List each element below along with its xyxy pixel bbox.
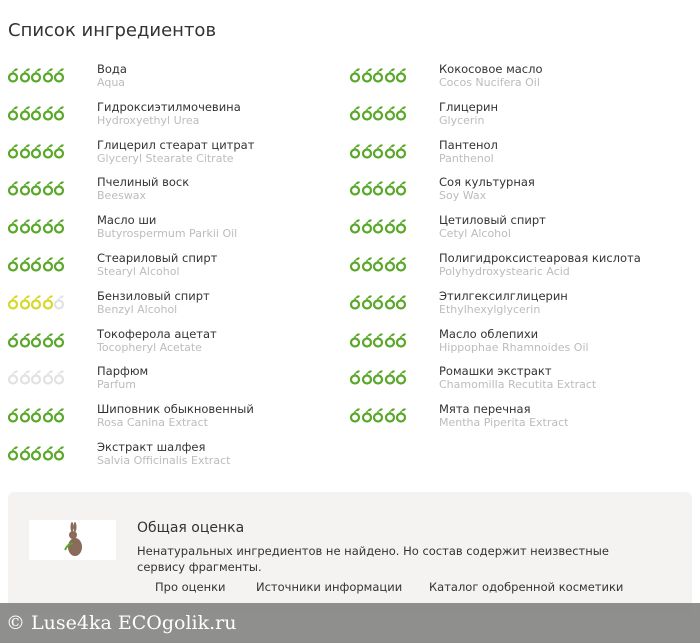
ingredient-name: Глицерил стеарат цитрат	[97, 137, 255, 152]
acorn-icon	[8, 369, 19, 389]
ingredient-item[interactable]	[350, 213, 690, 251]
ingredient-name: Глицерин	[439, 99, 499, 114]
rating-icons	[350, 105, 408, 121]
ingredient-name: Пантенол	[439, 137, 498, 152]
acorn-icon	[20, 180, 31, 200]
acorn-icon	[350, 67, 361, 87]
ingredient-latin-name: Soy Wax	[439, 189, 487, 203]
acorn-icon	[43, 369, 54, 389]
ingredient-name: Бензиловый спирт	[97, 288, 210, 303]
acorn-icon	[20, 294, 31, 314]
acorn-icon	[350, 332, 361, 352]
acorn-icon	[20, 369, 31, 389]
ingredient-latin-name: Butyrospermum Parkii Oil	[97, 227, 238, 241]
rating-icons	[8, 407, 66, 423]
acorn-icon	[54, 67, 65, 87]
acorn-icon	[8, 294, 19, 314]
acorn-icon	[43, 445, 54, 465]
ingredient-name: Мята перечная	[439, 402, 531, 417]
rabbit-icon	[29, 520, 116, 560]
ingredient-latin-name: Stearyl Alcohol	[97, 264, 180, 278]
acorn-icon	[43, 105, 54, 125]
ingredient-latin-name: Hippophae Rhamnoides Oil	[439, 340, 589, 354]
acorn-icon	[385, 143, 396, 163]
ingredient-name: Шиповник обыкновенный	[97, 402, 254, 417]
ingredients-left-column	[8, 62, 348, 478]
rating-icons	[8, 180, 66, 196]
acorn-icon	[43, 256, 54, 276]
rating-icons	[8, 445, 66, 461]
acorn-icon	[8, 180, 19, 200]
ingredient-item[interactable]	[350, 327, 690, 365]
ingredient-latin-name: Panthenol	[439, 151, 494, 165]
acorn-icon	[31, 105, 42, 125]
ingredient-latin-name: Salvia Officinalis Extract	[97, 453, 231, 467]
acorn-icon	[362, 407, 373, 427]
ingredient-latin-name: Aqua	[97, 76, 126, 89]
acorn-icon	[20, 332, 31, 352]
ingredient-item[interactable]	[350, 251, 690, 289]
ingredient-name: Полигидроксистеаровая кислота	[439, 250, 641, 265]
acorn-icon	[31, 294, 42, 314]
ingredient-item[interactable]	[8, 327, 348, 365]
ingredient-name: Токоферола ацетат	[97, 326, 217, 341]
ingredient-item[interactable]	[8, 213, 348, 251]
acorn-icon	[20, 256, 31, 276]
ingredient-name: Экстракт шалфея	[97, 439, 206, 454]
acorn-icon	[362, 180, 373, 200]
rating-icons	[8, 67, 66, 83]
ingredient-name: Стеариловый спирт	[97, 250, 218, 265]
rating-icons	[350, 218, 408, 234]
acorn-icon	[54, 445, 65, 465]
acorn-icon	[396, 105, 407, 125]
ingredient-item[interactable]	[8, 100, 348, 138]
acorn-icon	[373, 143, 384, 163]
rating-icons	[8, 294, 66, 310]
acorn-icon	[385, 67, 396, 87]
rating-icons	[8, 143, 66, 159]
ingredient-name: Этилгексилглицерин	[439, 288, 568, 303]
acorn-icon	[362, 218, 373, 238]
acorn-icon	[43, 218, 54, 238]
rabbit-logo	[29, 520, 116, 560]
rating-icons	[350, 67, 408, 83]
acorn-icon	[31, 332, 42, 352]
acorn-icon	[8, 332, 19, 352]
acorn-icon	[396, 294, 407, 314]
rating-icons	[350, 332, 408, 348]
acorn-icon	[43, 332, 54, 352]
rating-icons	[350, 256, 408, 272]
overall-title: Общая оценка	[137, 520, 245, 536]
ingredient-item[interactable]	[350, 289, 690, 327]
acorn-icon	[31, 369, 42, 389]
acorn-icon	[54, 143, 65, 163]
acorn-icon	[54, 256, 65, 276]
acorn-icon	[350, 256, 361, 276]
acorn-icon	[8, 105, 19, 125]
overall-rating-panel	[8, 492, 692, 614]
acorn-icon	[350, 294, 361, 314]
link-approved-catalog[interactable]: Каталог одобренной косметики	[429, 580, 624, 594]
acorn-icon	[396, 143, 407, 163]
acorn-icon	[396, 67, 407, 87]
acorn-icon	[20, 67, 31, 87]
acorn-icon	[43, 407, 54, 427]
acorn-icon	[362, 105, 373, 125]
acorn-icon	[385, 180, 396, 200]
ingredient-latin-name: Cocos Nucifera Oil	[439, 76, 540, 89]
acorn-icon	[43, 294, 54, 314]
ingredient-name: Масло ши	[97, 213, 157, 228]
acorn-icon	[54, 218, 65, 238]
acorn-icon	[31, 256, 42, 276]
acorn-icon	[31, 407, 42, 427]
ingredient-item[interactable]	[8, 251, 348, 289]
acorn-icon	[350, 218, 361, 238]
ingredient-name: Вода	[97, 62, 127, 76]
rating-icons	[8, 369, 66, 385]
acorn-icon	[31, 445, 42, 465]
overall-description: Ненатуральных ингредиентов не найдено. Но состав содержит неизвестные сервису фрагменты.	[137, 544, 609, 574]
ingredient-item[interactable]	[350, 138, 690, 176]
acorn-icon	[20, 218, 31, 238]
acorn-icon	[20, 407, 31, 427]
ingredient-latin-name: Ethylhexylglycerin	[439, 302, 541, 316]
ingredient-item[interactable]	[350, 100, 690, 138]
ingredient-latin-name: Cetyl Alcohol	[439, 227, 511, 241]
rating-icons	[350, 180, 408, 196]
acorn-icon	[373, 105, 384, 125]
ingredient-latin-name: Hydroxyethyl Urea	[97, 113, 200, 127]
acorn-icon	[396, 218, 407, 238]
ingredient-item[interactable]	[8, 402, 348, 440]
acorn-icon	[385, 105, 396, 125]
acorn-icon	[350, 143, 361, 163]
acorn-icon	[373, 332, 384, 352]
acorn-icon	[8, 445, 19, 465]
acorn-icon	[385, 294, 396, 314]
ingredient-latin-name: Mentha Piperita Extract	[439, 416, 569, 430]
acorn-icon	[8, 218, 19, 238]
ingredient-name: Пчелиный воск	[97, 175, 190, 190]
acorn-icon	[31, 218, 42, 238]
ingredient-item[interactable]	[8, 440, 348, 478]
acorn-icon	[373, 407, 384, 427]
acorn-icon	[350, 407, 361, 427]
acorn-icon	[20, 143, 31, 163]
acorn-icon	[31, 67, 42, 87]
ingredient-item[interactable]	[8, 289, 348, 327]
acorn-icon	[385, 218, 396, 238]
acorn-icon	[54, 294, 65, 314]
acorn-icon	[362, 332, 373, 352]
ingredient-item[interactable]	[350, 175, 690, 213]
acorn-icon	[54, 407, 65, 427]
acorn-icon	[43, 143, 54, 163]
acorn-icon	[373, 180, 384, 200]
acorn-icon	[362, 143, 373, 163]
rating-icons	[350, 143, 408, 159]
watermark: © Luse4ka ECOgolik.ru	[0, 603, 700, 643]
acorn-icon	[362, 67, 373, 87]
link-sources[interactable]: Источники информации	[256, 580, 403, 594]
ingredient-name: Гидроксиэтилмочевина	[97, 99, 241, 114]
acorn-icon	[43, 180, 54, 200]
acorn-icon	[396, 256, 407, 276]
ingredient-latin-name: Rosa Canina Extract	[97, 416, 208, 430]
acorn-icon	[362, 294, 373, 314]
rating-icons	[8, 105, 66, 121]
acorn-icon	[8, 143, 19, 163]
ingredient-item[interactable]	[350, 62, 690, 100]
ingredient-latin-name: Glyceryl Stearate Citrate	[97, 151, 234, 165]
acorn-icon	[54, 369, 65, 389]
acorn-icon	[385, 369, 396, 389]
acorn-icon	[396, 332, 407, 352]
ingredient-name: Цетиловый спирт	[439, 213, 546, 228]
ingredient-item[interactable]	[350, 364, 690, 402]
acorn-icon	[31, 143, 42, 163]
acorn-icon	[396, 407, 407, 427]
acorn-icon	[385, 332, 396, 352]
ingredient-latin-name: Tocopheryl Acetate	[97, 340, 202, 354]
ingredient-latin-name: Polyhydroxystearic Acid	[439, 264, 570, 278]
acorn-icon	[350, 180, 361, 200]
acorn-icon	[20, 445, 31, 465]
ingredient-name: Парфюм	[97, 364, 149, 379]
acorn-icon	[362, 369, 373, 389]
acorn-icon	[31, 180, 42, 200]
acorn-icon	[373, 369, 384, 389]
ingredient-name: Масло облепихи	[439, 326, 539, 341]
acorn-icon	[8, 67, 19, 87]
acorn-icon	[373, 218, 384, 238]
ingredient-latin-name: Chamomilla Recutita Extract	[439, 378, 597, 392]
rating-icons	[8, 256, 66, 272]
acorn-icon	[54, 105, 65, 125]
acorn-icon	[385, 256, 396, 276]
ingredient-latin-name: Benzyl Alcohol	[97, 302, 178, 316]
acorn-icon	[396, 369, 407, 389]
acorn-icon	[385, 407, 396, 427]
ingredients-right-column	[350, 62, 690, 440]
acorn-icon	[20, 105, 31, 125]
ingredient-item[interactable]	[8, 364, 348, 402]
rating-icons	[350, 294, 408, 310]
ingredient-item[interactable]	[8, 62, 348, 100]
ingredient-name: Ромашки экстракт	[439, 364, 552, 379]
rating-icons	[350, 369, 408, 385]
ingredient-item[interactable]	[350, 402, 690, 440]
acorn-icon	[8, 407, 19, 427]
acorn-icon	[8, 256, 19, 276]
acorn-icon	[373, 294, 384, 314]
acorn-icon	[350, 105, 361, 125]
page-title: Список ингредиентов	[8, 20, 217, 41]
acorn-icon	[43, 67, 54, 87]
link-about-ratings[interactable]: Про оценки	[155, 580, 226, 594]
acorn-icon	[362, 256, 373, 276]
acorn-icon	[350, 369, 361, 389]
ingredient-item[interactable]	[8, 175, 348, 213]
ingredient-latin-name: Beeswax	[97, 189, 147, 203]
rating-icons	[350, 407, 408, 423]
ingredient-name: Соя культурная	[439, 175, 535, 190]
ingredient-latin-name: Glycerin	[439, 113, 485, 127]
acorn-icon	[54, 332, 65, 352]
acorn-icon	[373, 256, 384, 276]
acorn-icon	[396, 180, 407, 200]
ingredient-name: Кокосовое масло	[439, 62, 543, 76]
rating-icons	[8, 332, 66, 348]
rating-icons	[8, 218, 66, 234]
acorn-icon	[54, 180, 65, 200]
ingredient-latin-name: Parfum	[97, 378, 136, 392]
acorn-icon	[373, 67, 384, 87]
ingredient-item[interactable]	[8, 138, 348, 176]
